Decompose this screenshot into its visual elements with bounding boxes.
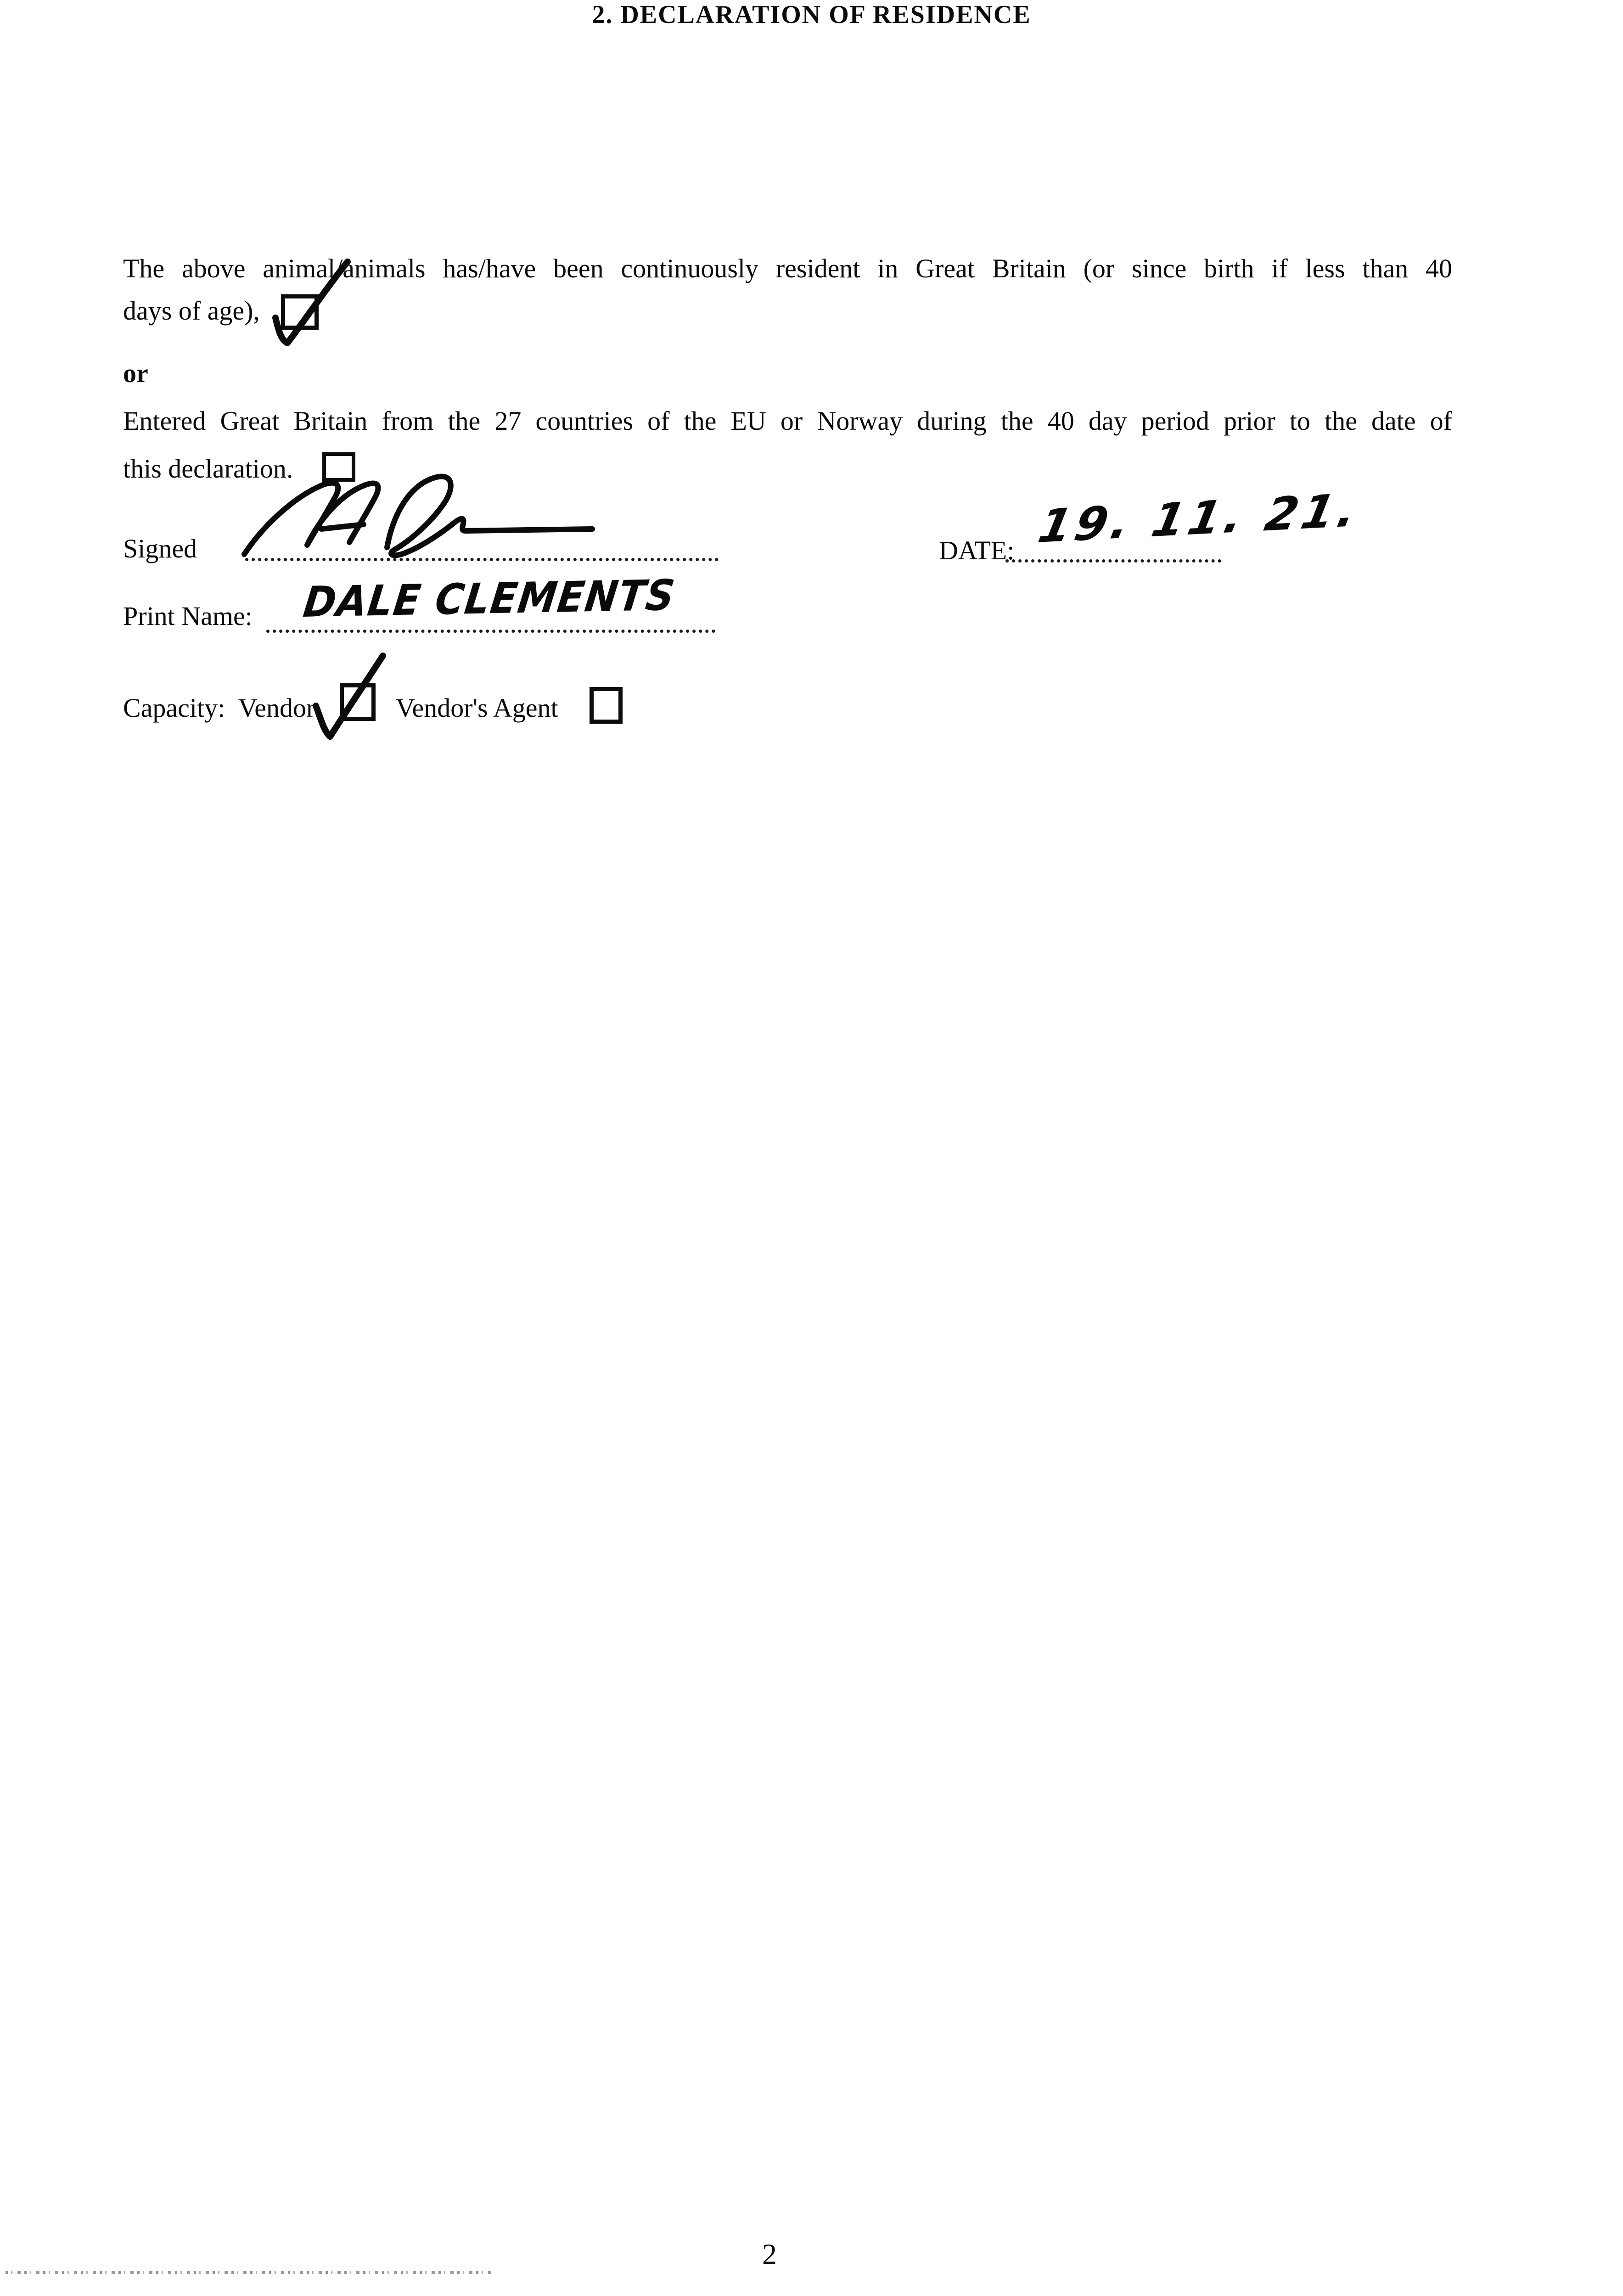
capacity-label: Capacity: <box>123 693 225 723</box>
date-handwritten-value: 19. 11. 21. <box>1034 483 1365 553</box>
print-name-line[interactable] <box>266 630 715 633</box>
page-title: 2. DECLARATION OF RESIDENCE <box>592 0 1031 29</box>
print-name-label: Print Name: <box>123 601 253 631</box>
entered-eu-checkbox[interactable] <box>322 452 355 482</box>
signature-scribble <box>244 477 592 556</box>
vendor-label: Vendor <box>238 693 315 723</box>
residence-paragraph-line2: days of age), <box>123 296 260 326</box>
residence-paragraph-line1: The above animal/animals has/have been continuously resident in Great Britain (or since birth if less than 40 <box>123 253 1452 283</box>
resident-checkbox[interactable] <box>281 294 319 330</box>
vendor-checkbox[interactable] <box>340 683 376 721</box>
vendors-agent-label: Vendor's Agent <box>396 693 558 723</box>
entered-gb-paragraph-line2: this declaration. <box>123 454 293 484</box>
vendors-agent-checkbox[interactable] <box>590 687 623 724</box>
signed-label: Signed <box>123 534 197 563</box>
scan-noise-line <box>6 2271 492 2274</box>
entered-gb-paragraph-line1: Entered Great Britain from the 27 countries of the EU or Norway during the 40 day period prior to the date of <box>123 406 1452 436</box>
date-line[interactable] <box>1005 559 1221 563</box>
page-number: 2 <box>762 2238 777 2270</box>
capacity-vendor-label <box>123 695 315 721</box>
signature-line[interactable] <box>245 558 719 561</box>
or-label: or <box>123 358 148 388</box>
print-name-handwritten-value: DALE CLEMENTS <box>301 570 678 627</box>
date-label: DATE: <box>939 535 1015 565</box>
